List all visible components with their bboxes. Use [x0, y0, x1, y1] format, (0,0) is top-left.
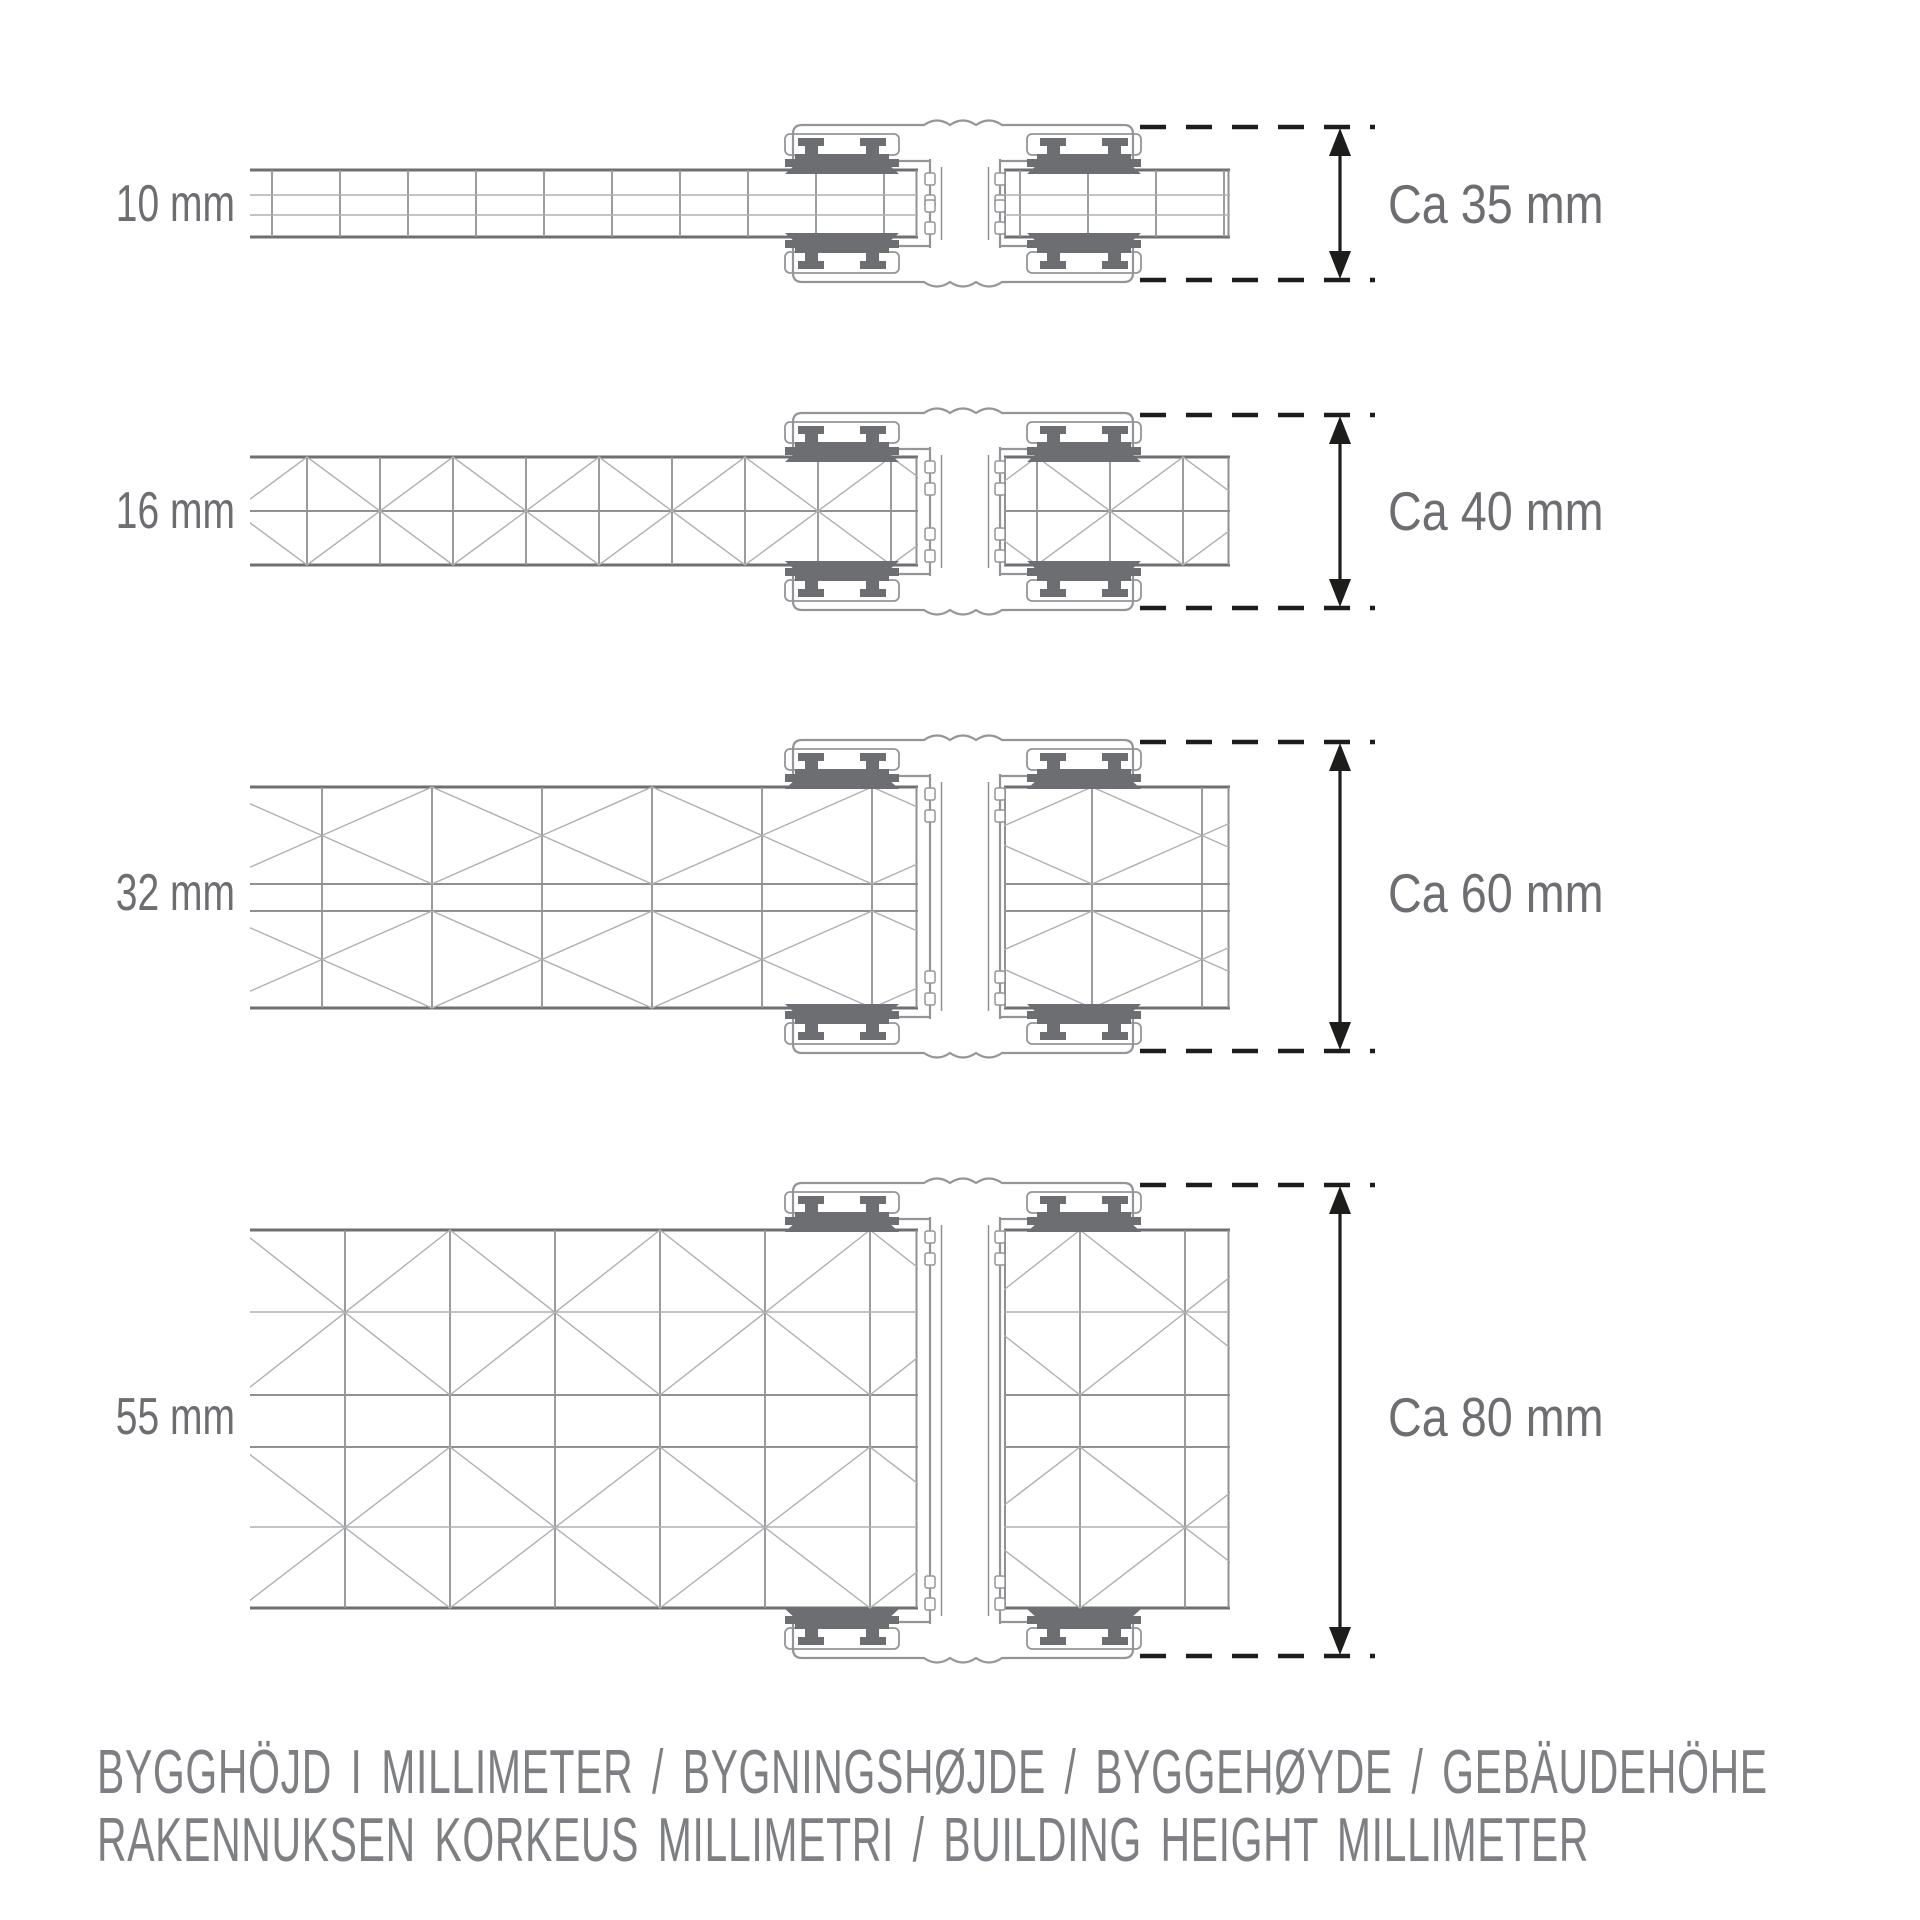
caption-line-1: BYGGHÖJD I MILLIMETER / BYGNINGSHØJDE / BYGGEHØYDE / GEBÄUDEHÖHE: [97, 1738, 1768, 1807]
panel-32mm: [212, 787, 1312, 1008]
thickness-label-55mm: 55 mm: [115, 1388, 235, 1446]
height-label-ca-60-mm: Ca 60 mm: [1388, 862, 1604, 924]
dimension-55mm: [1140, 1185, 1375, 1656]
thickness-label-32mm: 32 mm: [115, 864, 235, 922]
row-32mm: [212, 736, 1375, 1058]
height-label-ca-35-mm: Ca 35 mm: [1388, 173, 1604, 235]
caption-line-2: RAKENNUKSEN KORKEUS MILLIMETRI / BUILDING HEIGHT MILLIMETER: [97, 1806, 1590, 1875]
dimension-10mm: [1140, 127, 1375, 280]
connector-profile-32mm: [785, 736, 1141, 1058]
thickness-label-16mm: 16 mm: [115, 482, 235, 540]
panel-55mm: [240, 1230, 1290, 1608]
row-16mm: [161, 409, 1375, 615]
row-10mm: [250, 121, 1375, 287]
panel-16mm: [161, 457, 1329, 565]
row-55mm: [240, 1179, 1375, 1663]
panel-10mm: [250, 170, 1230, 237]
thickness-label-10mm: 10 mm: [115, 175, 235, 233]
height-label-ca-80-mm: Ca 80 mm: [1388, 1386, 1604, 1448]
connector-profile-55mm: [785, 1179, 1141, 1663]
height-label-ca-40-mm: Ca 40 mm: [1388, 480, 1604, 542]
